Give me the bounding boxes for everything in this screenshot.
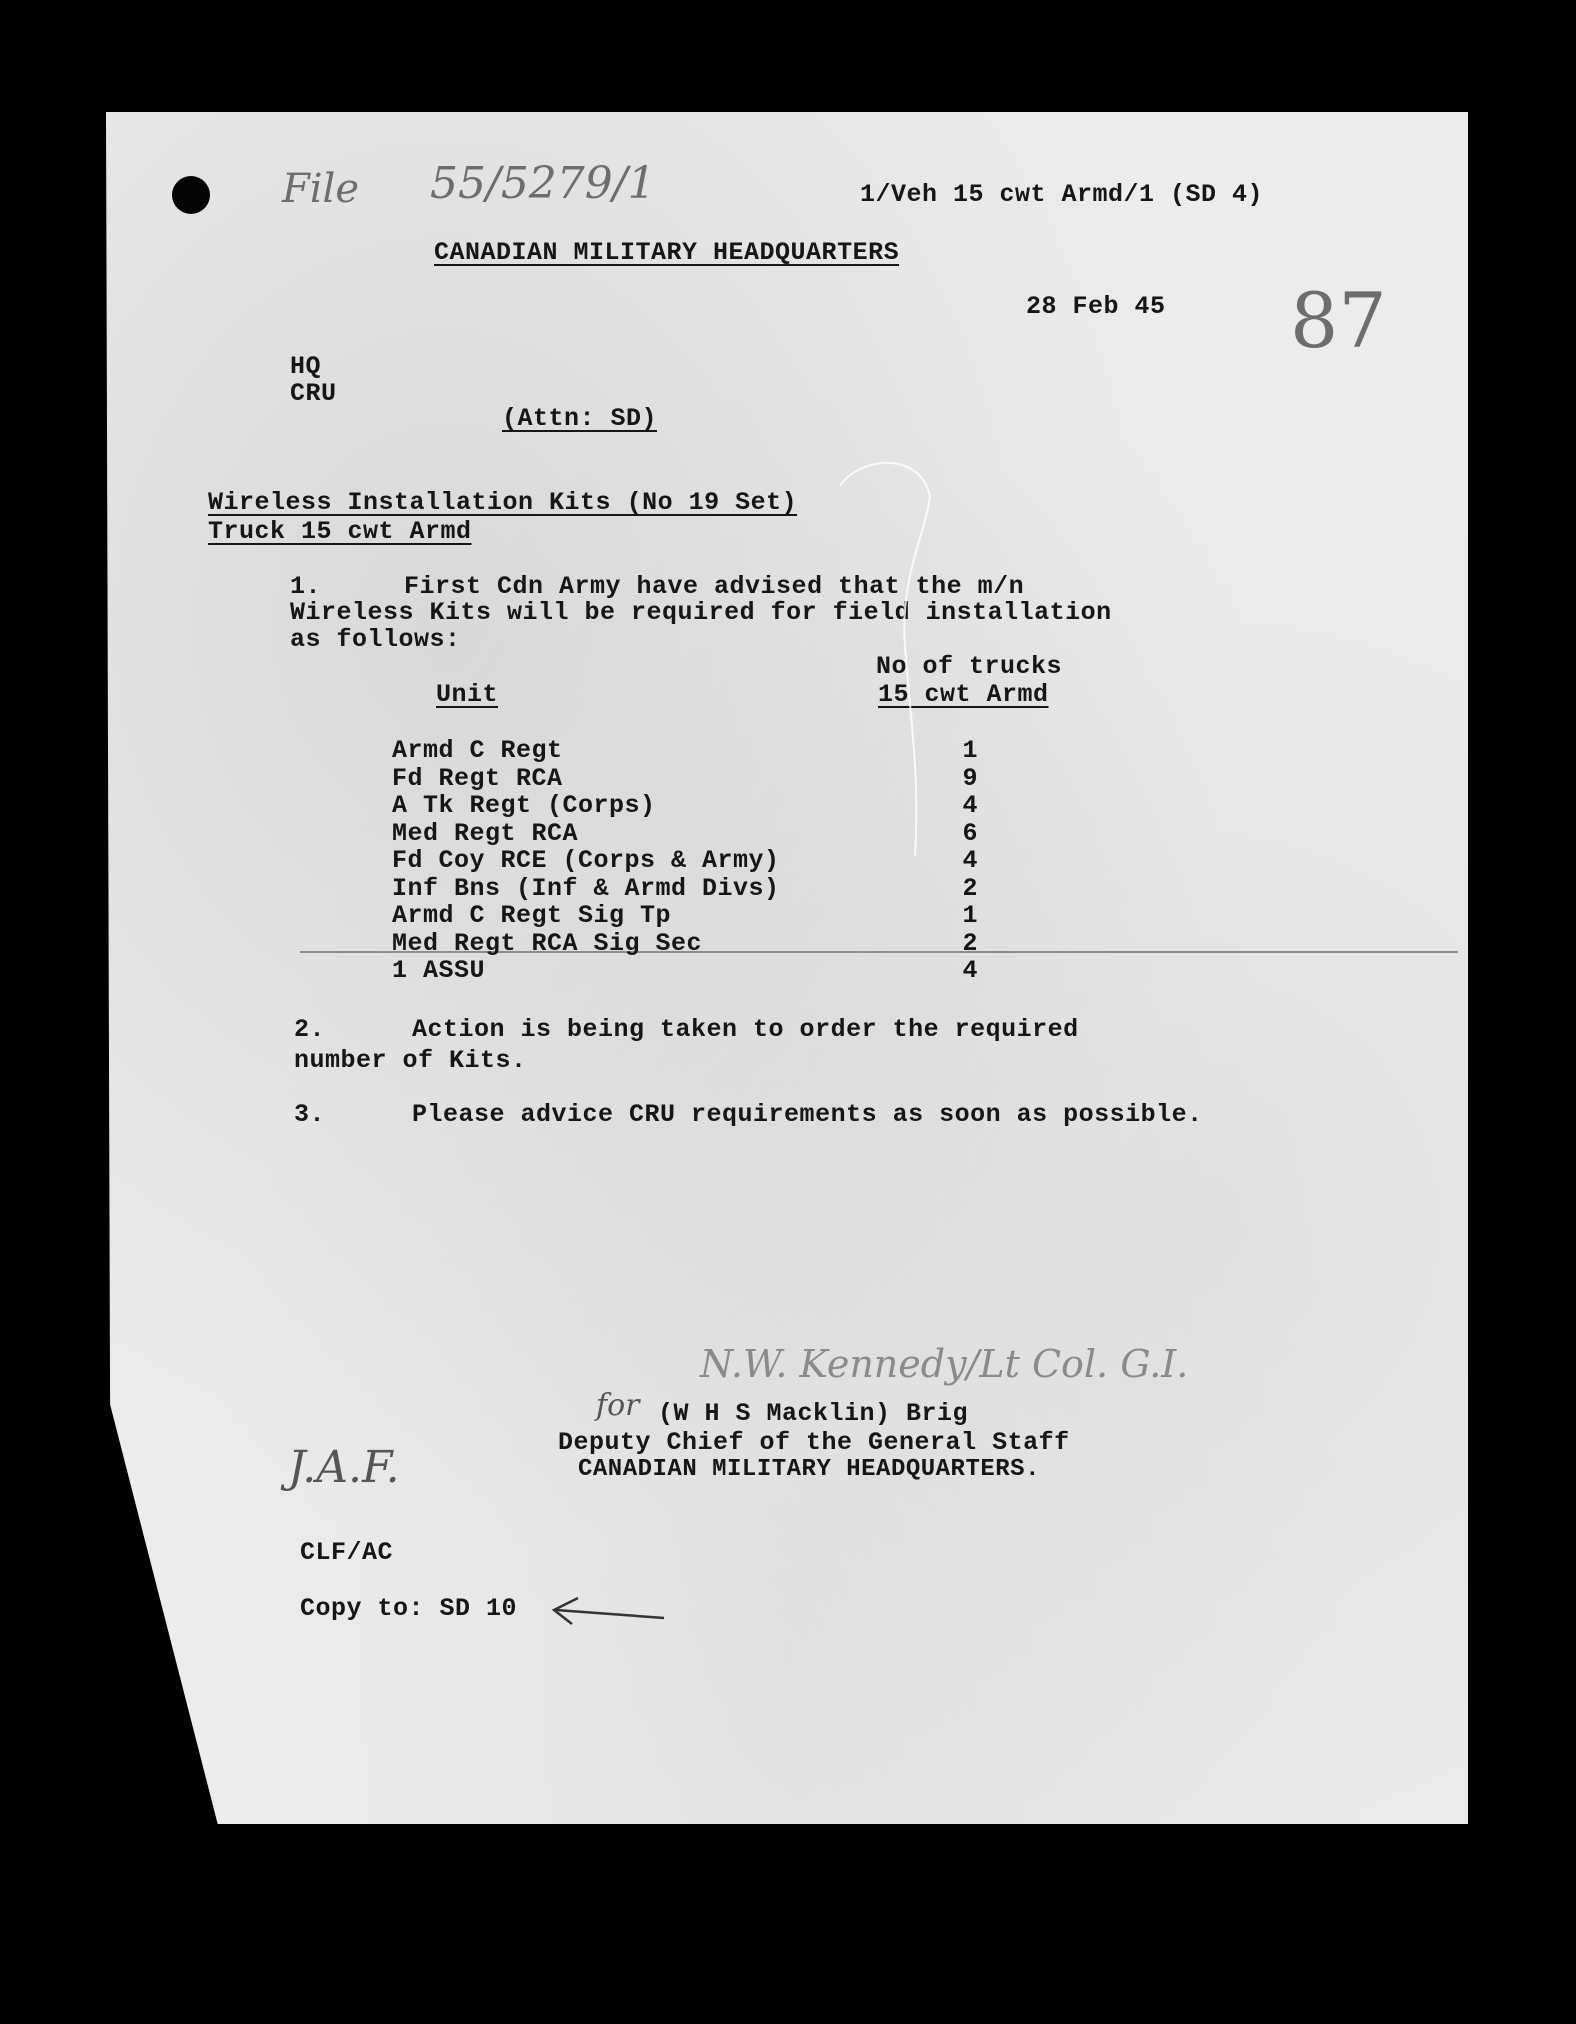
punch-hole bbox=[172, 176, 210, 214]
org-title: CANADIAN MILITARY HEADQUARTERS bbox=[434, 238, 900, 267]
trucks-header-line-2: 15 cwt Armd bbox=[878, 680, 1049, 709]
paragraph-3-line-1: Please advice CRU requirements as soon as possible. bbox=[412, 1100, 1203, 1129]
table-row bbox=[0, 901, 1576, 929]
truck-count: 6 bbox=[962, 819, 978, 848]
arrow-icon bbox=[548, 1592, 668, 1632]
signature-for-mark: for bbox=[596, 1388, 640, 1423]
signatory-name: (W H S Macklin) Brig bbox=[658, 1399, 969, 1428]
unit-name: Fd Coy RCE (Corps & Army) bbox=[392, 846, 780, 875]
addressee-line-2: CRU bbox=[290, 379, 337, 408]
attention-line: (Attn: SD) bbox=[502, 404, 658, 433]
unit-name: Armd C Regt Sig Tp bbox=[392, 901, 672, 930]
initials-handwritten: J.A.F. bbox=[288, 1442, 400, 1493]
copy-to-line: Copy to: SD 10 bbox=[300, 1594, 518, 1623]
unit-name: Med Regt RCA Sig Sec bbox=[392, 929, 703, 958]
paragraph-1-line-1: First Cdn Army have advised that the m/n bbox=[404, 572, 1025, 601]
truck-count: 1 bbox=[962, 901, 978, 930]
paragraph-3-number: 3. bbox=[294, 1100, 326, 1129]
trucks-header-line-1: No of trucks bbox=[876, 652, 1063, 681]
truck-count: 4 bbox=[962, 846, 978, 875]
unit-name: Armd C Regt bbox=[392, 736, 563, 765]
addressee-line-1: HQ bbox=[290, 352, 322, 381]
unit-name: Med Regt RCA bbox=[392, 819, 579, 848]
table-row bbox=[0, 819, 1576, 847]
folio-number-handwritten: 87 bbox=[1290, 276, 1387, 365]
paragraph-1-line-3: as follows: bbox=[290, 625, 461, 654]
paragraph-2-line-1: Action is being taken to order the required bbox=[412, 1015, 1079, 1044]
signatory-org: CANADIAN MILITARY HEADQUARTERS. bbox=[578, 1456, 1040, 1483]
reference-initials: CLF/AC bbox=[300, 1538, 394, 1567]
unit-name: Inf Bns (Inf & Armd Divs) bbox=[392, 874, 780, 903]
pencil-mark-squiggle bbox=[830, 456, 940, 876]
reference-number: 1/Veh 15 cwt Armd/1 (SD 4) bbox=[860, 180, 1264, 209]
paragraph-1-number: 1. bbox=[290, 572, 322, 601]
paragraph-2-number: 2. bbox=[294, 1015, 326, 1044]
paragraph-1-line-2: Wireless Kits will be required for field installation bbox=[290, 598, 1112, 627]
subject-line-2: Truck 15 cwt Armd bbox=[208, 517, 472, 546]
unit-name: Fd Regt RCA bbox=[392, 764, 563, 793]
signatory-title: Deputy Chief of the General Staff bbox=[558, 1428, 1070, 1457]
truck-count: 4 bbox=[962, 791, 978, 820]
file-note-handwritten: File bbox=[282, 166, 360, 212]
table-row bbox=[0, 791, 1576, 819]
table-row bbox=[0, 956, 1576, 984]
truck-count: 1 bbox=[962, 736, 978, 765]
table-row bbox=[0, 846, 1576, 874]
signature-handwritten: N.W. Kennedy/Lt Col. G.I. bbox=[700, 1342, 1189, 1386]
table-row bbox=[0, 929, 1576, 957]
table-row bbox=[0, 736, 1576, 764]
paragraph-2-line-2: number of Kits. bbox=[294, 1046, 527, 1075]
letter-date: 28 Feb 45 bbox=[1026, 292, 1166, 321]
table-row bbox=[0, 874, 1576, 902]
truck-count: 9 bbox=[962, 764, 978, 793]
file-number-handwritten: 55/5279/1 bbox=[430, 158, 656, 209]
subject-line-1: Wireless Installation Kits (No 19 Set) bbox=[208, 488, 798, 517]
unit-name: 1 ASSU bbox=[392, 956, 486, 985]
unit-name: A Tk Regt (Corps) bbox=[392, 791, 656, 820]
table-row bbox=[0, 764, 1576, 792]
truck-count: 4 bbox=[962, 956, 978, 985]
unit-header: Unit bbox=[436, 680, 499, 709]
truck-count: 2 bbox=[962, 929, 978, 958]
truck-count: 2 bbox=[962, 874, 978, 903]
